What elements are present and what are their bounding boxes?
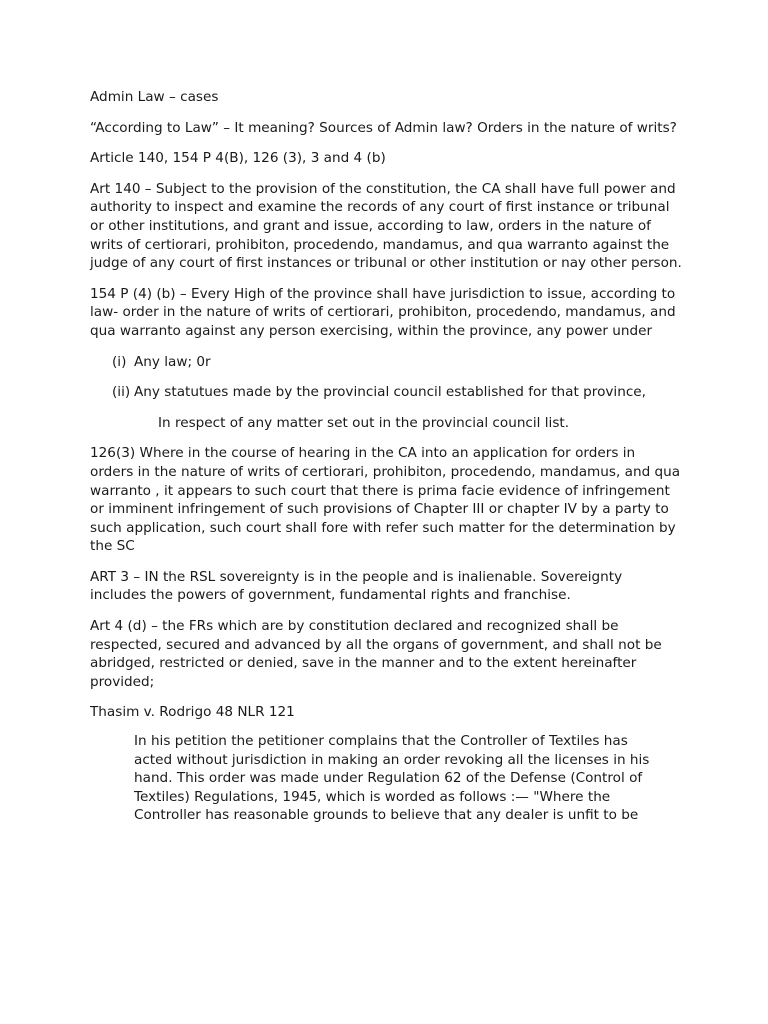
- question-paragraph: “According to Law” – It meaning? Sources of Admin law? Orders in the nature of writs?: [90, 119, 677, 136]
- list-item-number: (i): [112, 353, 127, 370]
- list-item: [112, 383, 682, 402]
- power-list: [90, 353, 682, 402]
- list-item-text: Any statutues made by the provincial council established for that province,: [134, 384, 646, 401]
- articles-line: Article 140, 154 P 4(B), 126 (3), 3 and 4 (b): [90, 150, 386, 167]
- document-heading: Admin Law – cases: [90, 89, 219, 105]
- art140-paragraph: Art 140 – Subject to the provision of the constitution, the CA shall have full power and authority to inspect and examine the records of any court of first instance or tribunal or other institutions, and grant and issue, according to law, orders in the nature of writs of certiorari, prohibiton, procedendo, mandamus, and qua warranto against the judge of any court of first instances or tribunal or other institution or nay other person.: [90, 180, 682, 272]
- art154-paragraph: 154 P (4) (b) – Every High of the province shall have jurisdiction to issue, according to law- order in the nature of writs of certiorari, prohibiton, procedendo, mandamus, and qua warranto against any person exercising, within the province, any power under: [90, 285, 676, 339]
- case-title: Thasim v. Rodrigo 48 NLR 121: [90, 704, 295, 721]
- list-item-text: Any law; 0r: [134, 353, 211, 370]
- case-quote: In his petition the petitioner complains that the Controller of Textiles has acted without jurisdiction in making an order revoking all the licenses in his hand. This order was made under Regulation 62 of the Defense (Control of Textiles) Regulations, 1945, which is worded as follows :— "Where the Controller has reasonable grounds to believe that any dealer is unfit to be: [134, 733, 650, 824]
- art4-paragraph: Art 4 (d) – the FRs which are by constitution declared and recognized shall be respected, secured and advanced by all the organs of government, and shall not be abridged, restricted or denied, save in the manner and to the extent hereinafter provided;: [90, 618, 662, 690]
- in-respect-line: In respect of any matter set out in the provincial council list.: [158, 414, 570, 431]
- document-body: [90, 88, 682, 825]
- art3-paragraph: ART 3 – IN the RSL sovereignty is in the people and is inalienable. Sovereignty includes the powers of government, fundamental rights and franchise.: [90, 568, 623, 604]
- list-item-number: (ii): [112, 384, 131, 401]
- list-item: [112, 353, 682, 372]
- art126-paragraph: 126(3) Where in the course of hearing in the CA into an application for orders in orders in the nature of writs of certiorari, prohibiton, procedendo, mandamus, and qua warranto , it appears to such court that there is prima facie evidence of infringement or imminent infringement of such provisions of Chapter III or chapter IV by a party to such application, such court shall fore with refer such matter for the determination by the SC: [90, 445, 681, 555]
